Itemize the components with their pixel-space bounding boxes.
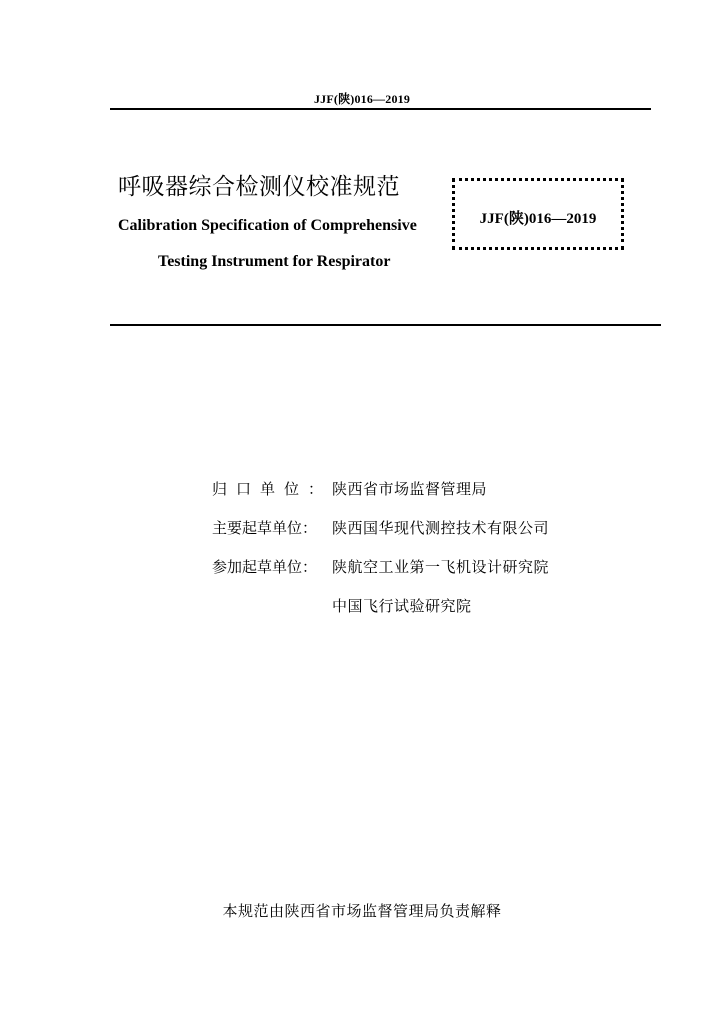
- title-rule: [110, 324, 661, 326]
- organization-label: 归口单位：: [212, 480, 333, 498]
- organization-label: 主要起草单位：: [212, 519, 318, 537]
- title-english-line-2: Testing Instrument for Respirator: [158, 253, 391, 270]
- organization-value: 陕航空工业第一飞机设计研究院: [332, 558, 550, 576]
- footer-note: 本规范由陕西省市场监督管理局负责解释: [222, 902, 502, 920]
- organization-value: 陕西省市场监督管理局: [332, 480, 488, 498]
- header-code: JJF(陕)016—2019: [313, 92, 411, 106]
- header-rule: [110, 108, 651, 110]
- organization-value: 中国飞行试验研究院: [332, 597, 472, 615]
- standard-code: JJF(陕)016—2019: [479, 211, 597, 227]
- organization-value: 陕西国华现代测控技术有限公司: [332, 519, 550, 537]
- title-english-line-1: Calibration Specification of Comprehensive: [118, 217, 417, 234]
- organization-label: 参加起草单位：: [212, 558, 318, 576]
- title-chinese: 呼吸器综合检测仪校准规范: [118, 174, 400, 200]
- standard-code-box: [452, 178, 624, 250]
